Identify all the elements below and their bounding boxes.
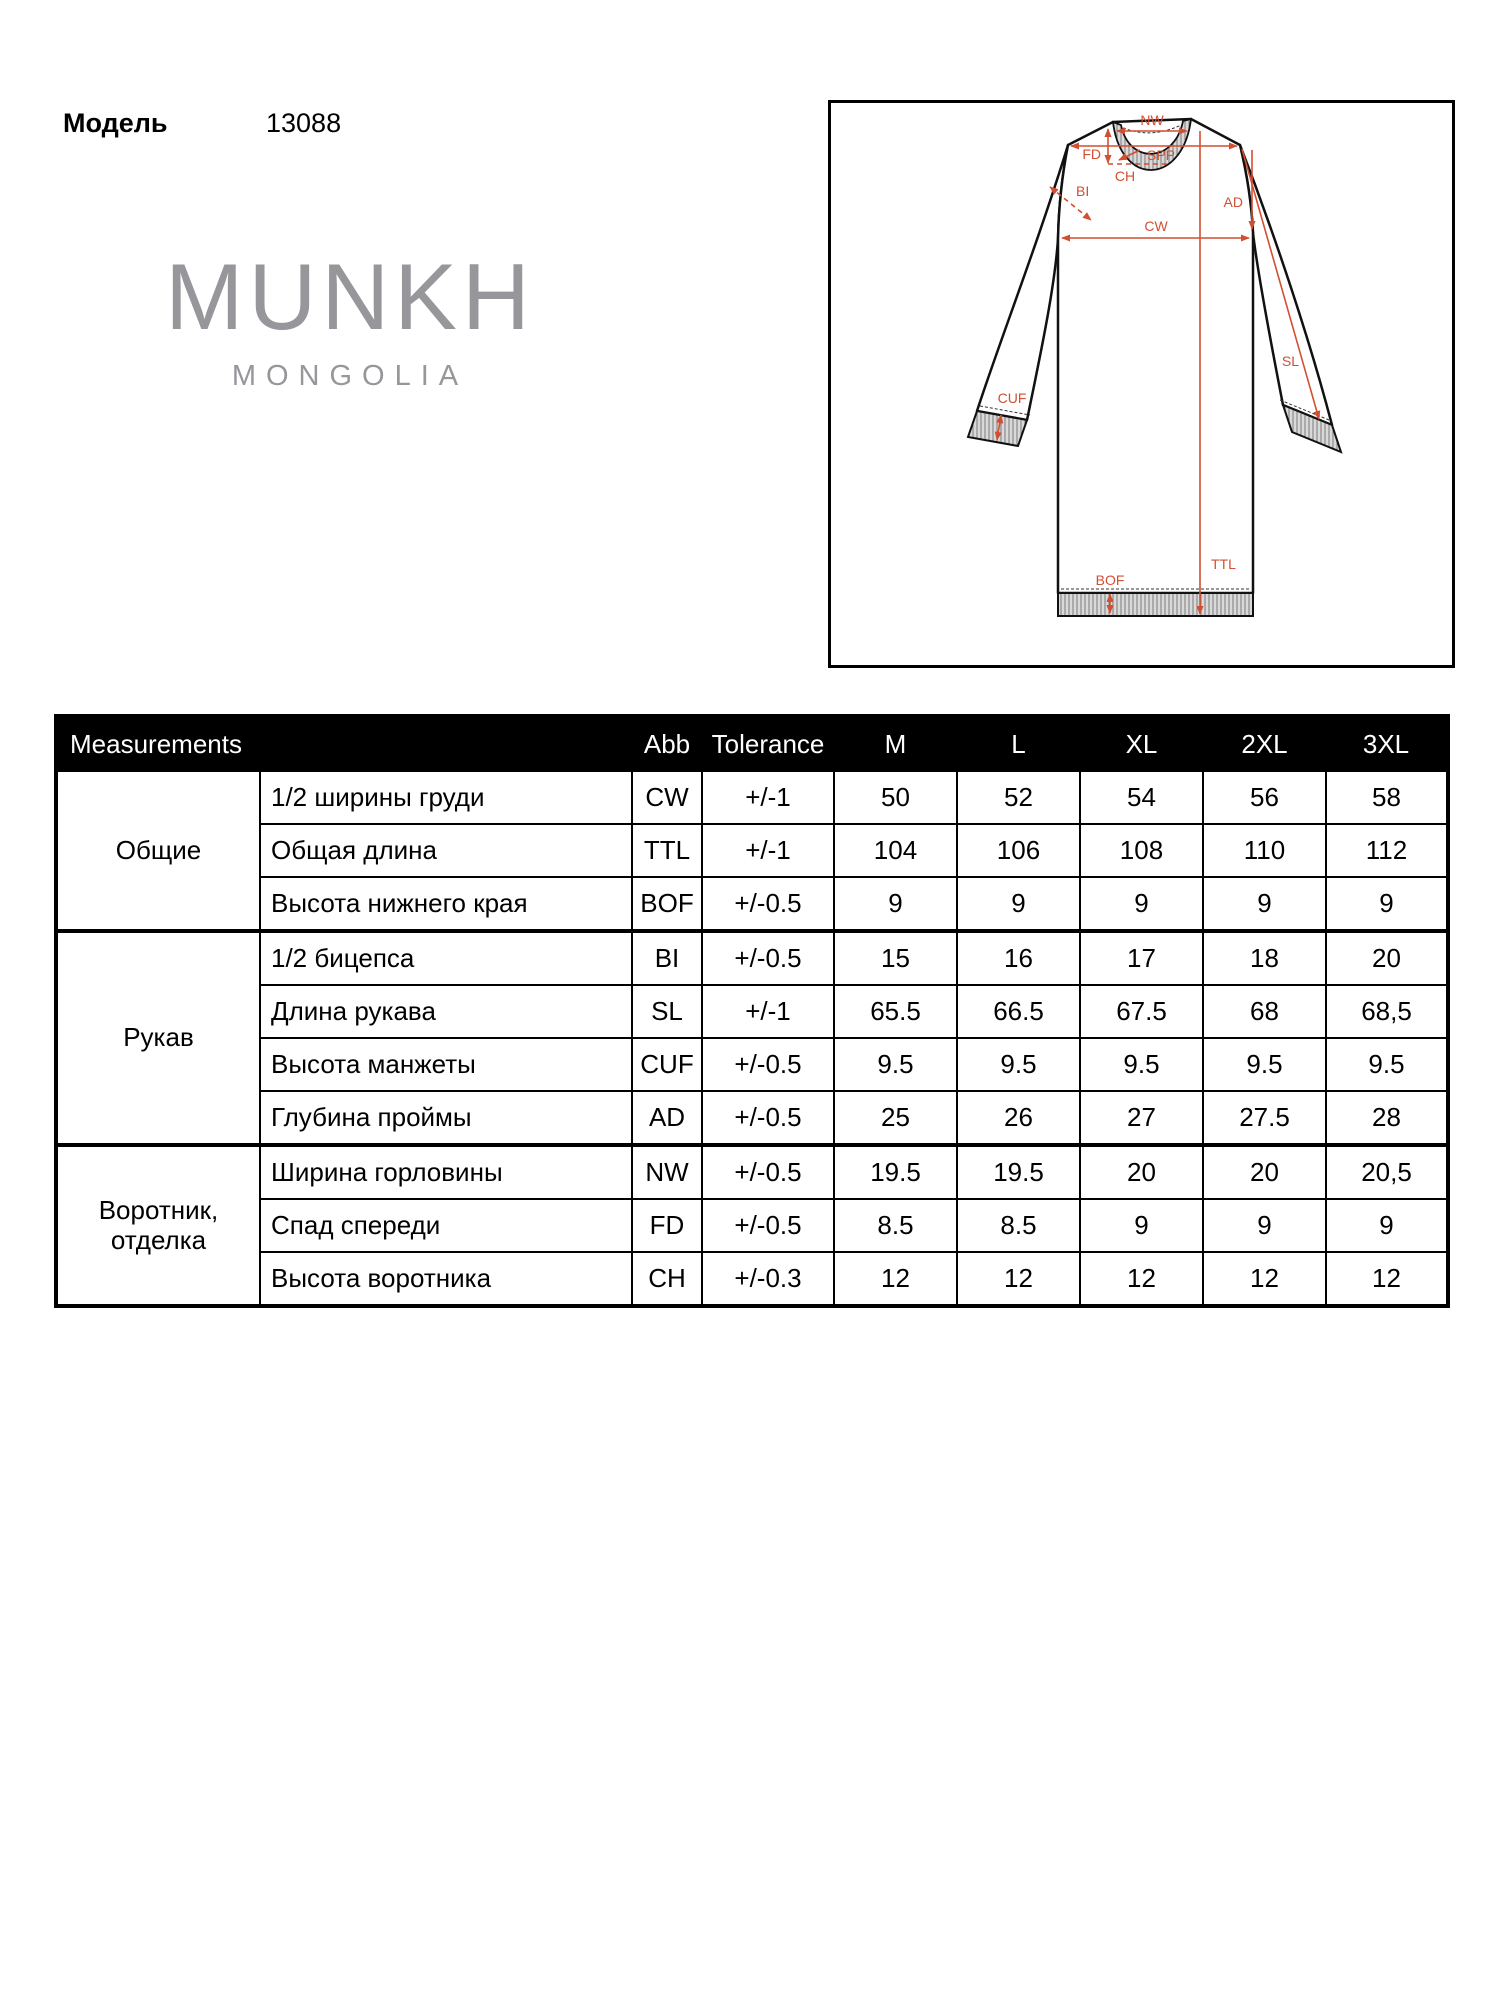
value-m: 104	[834, 824, 957, 877]
value-m: 8.5	[834, 1199, 957, 1252]
group-label-sleeve: Рукав	[56, 931, 260, 1145]
value-2xl: 18	[1203, 931, 1326, 985]
value-2xl: 9	[1203, 877, 1326, 931]
measure-abb: BOF	[632, 877, 702, 931]
value-3xl: 12	[1326, 1252, 1448, 1306]
brand-logo	[110, 244, 590, 393]
table-row	[56, 1145, 1448, 1199]
value-3xl: 20,5	[1326, 1145, 1448, 1199]
value-2xl: 9.5	[1203, 1038, 1326, 1091]
value-l: 12	[957, 1252, 1080, 1306]
measurements-table	[54, 714, 1450, 1308]
value-3xl: 68,5	[1326, 985, 1448, 1038]
diagram-label-cuf: CUF	[997, 390, 1027, 406]
value-l: 9	[957, 877, 1080, 931]
value-l: 66.5	[957, 985, 1080, 1038]
measure-abb: FD	[632, 1199, 702, 1252]
left-sleeve-shape	[977, 145, 1068, 420]
measure-tolerance: +/-1	[702, 771, 834, 824]
column-header-size-m: M	[834, 716, 957, 771]
diagram-label-cw: CW	[1144, 218, 1168, 234]
value-xl: 17	[1080, 931, 1203, 985]
value-3xl: 9.5	[1326, 1038, 1448, 1091]
measure-tolerance: +/-1	[702, 985, 834, 1038]
value-2xl: 20	[1203, 1145, 1326, 1199]
diagram-label-fd: FD	[1082, 146, 1101, 162]
measure-tolerance: +/-1	[702, 824, 834, 877]
value-m: 9	[834, 877, 957, 931]
diagram-label-bof: BOF	[1095, 572, 1125, 588]
measure-tolerance: +/-0.5	[702, 1145, 834, 1199]
measure-abb: CUF	[632, 1038, 702, 1091]
value-2xl: 9	[1203, 1199, 1326, 1252]
diagram-label-sl: SL	[1281, 353, 1299, 369]
value-xl: 27	[1080, 1091, 1203, 1145]
measure-name: Высота манжеты	[260, 1038, 632, 1091]
value-m: 25	[834, 1091, 957, 1145]
table-row	[56, 1038, 1448, 1091]
measure-name: Высота нижнего края	[260, 877, 632, 931]
measure-name: Ширина горловины	[260, 1145, 632, 1199]
brand-logo-title: MUNKH	[165, 244, 535, 349]
measure-tolerance: +/-0.5	[702, 877, 834, 931]
column-header-measurements: Measurements	[56, 716, 632, 771]
garment-diagram-box	[828, 100, 1455, 668]
value-m: 50	[834, 771, 957, 824]
measure-abb: SL	[632, 985, 702, 1038]
value-m: 65.5	[834, 985, 957, 1038]
measure-abb: AD	[632, 1091, 702, 1145]
column-header-size-2xl: 2XL	[1203, 716, 1326, 771]
brand-logo-subtitle: MONGOLIA	[231, 360, 469, 392]
measure-tolerance: +/-0.3	[702, 1252, 834, 1306]
value-l: 52	[957, 771, 1080, 824]
measure-tolerance: +/-0.5	[702, 1091, 834, 1145]
value-xl: 9.5	[1080, 1038, 1203, 1091]
diagram-label-ch: CH	[1114, 168, 1136, 184]
measure-name: Высота воротника	[260, 1252, 632, 1306]
measure-abb: CW	[632, 771, 702, 824]
measure-tolerance: +/-0.5	[702, 931, 834, 985]
value-3xl: 112	[1326, 824, 1448, 877]
measure-name: Общая длина	[260, 824, 632, 877]
column-header-size-l: L	[957, 716, 1080, 771]
model-number: 13088	[266, 108, 342, 138]
value-l: 26	[957, 1091, 1080, 1145]
measure-abb: BI	[632, 931, 702, 985]
value-xl: 9	[1080, 877, 1203, 931]
table-row	[56, 824, 1448, 877]
measure-name: Длина рукава	[260, 985, 632, 1038]
measure-abb: NW	[632, 1145, 702, 1199]
diagram-label-bi: BI	[1076, 183, 1090, 199]
value-3xl: 9	[1326, 877, 1448, 931]
value-2xl: 110	[1203, 824, 1326, 877]
table-row	[56, 931, 1448, 985]
diagram-label-spp: SPP	[1146, 147, 1176, 163]
value-m: 15	[834, 931, 957, 985]
value-3xl: 28	[1326, 1091, 1448, 1145]
value-2xl: 27.5	[1203, 1091, 1326, 1145]
value-3xl: 9	[1326, 1199, 1448, 1252]
column-header-abb: Abb	[632, 716, 702, 771]
value-l: 19.5	[957, 1145, 1080, 1199]
measure-abb: TTL	[632, 824, 702, 877]
column-header-tolerance: Tolerance	[702, 716, 834, 771]
hem-rib	[1058, 593, 1253, 616]
group-label-collar: Воротник, отделка	[56, 1145, 260, 1306]
measure-name: 1/2 ширины груди	[260, 771, 632, 824]
value-xl: 67.5	[1080, 985, 1203, 1038]
measure-name: 1/2 бицепса	[260, 931, 632, 985]
value-l: 106	[957, 824, 1080, 877]
value-m: 12	[834, 1252, 957, 1306]
value-xl: 12	[1080, 1252, 1203, 1306]
diagram-label-ttl: TTL	[1211, 556, 1236, 572]
value-m: 19.5	[834, 1145, 957, 1199]
value-m: 9.5	[834, 1038, 957, 1091]
value-3xl: 20	[1326, 931, 1448, 985]
value-2xl: 12	[1203, 1252, 1326, 1306]
column-header-size-xl: XL	[1080, 716, 1203, 771]
value-xl: 20	[1080, 1145, 1203, 1199]
value-2xl: 68	[1203, 985, 1326, 1038]
diagram-label-ad: AD	[1223, 194, 1243, 210]
table-row	[56, 771, 1448, 824]
measure-name: Глубина проймы	[260, 1091, 632, 1145]
value-l: 16	[957, 931, 1080, 985]
group-label-general: Общие	[56, 771, 260, 931]
value-3xl: 58	[1326, 771, 1448, 824]
measure-tolerance: +/-0.5	[702, 1038, 834, 1091]
value-xl: 108	[1080, 824, 1203, 877]
table-row	[56, 877, 1448, 931]
value-2xl: 56	[1203, 771, 1326, 824]
value-l: 9.5	[957, 1038, 1080, 1091]
table-row	[56, 985, 1448, 1038]
column-header-size-3xl: 3XL	[1326, 716, 1448, 771]
value-xl: 9	[1080, 1199, 1203, 1252]
table-row	[56, 1252, 1448, 1306]
value-xl: 54	[1080, 771, 1203, 824]
garment-technical-drawing	[831, 103, 1452, 665]
table-row	[56, 1091, 1448, 1145]
value-l: 8.5	[957, 1199, 1080, 1252]
diagram-label-nw: NW	[1140, 112, 1164, 128]
measure-name: Спад спереди	[260, 1199, 632, 1252]
measure-abb: CH	[632, 1252, 702, 1306]
measure-tolerance: +/-0.5	[702, 1199, 834, 1252]
model-label: Модель	[63, 108, 168, 138]
table-header-row	[56, 716, 1448, 771]
table-row	[56, 1199, 1448, 1252]
